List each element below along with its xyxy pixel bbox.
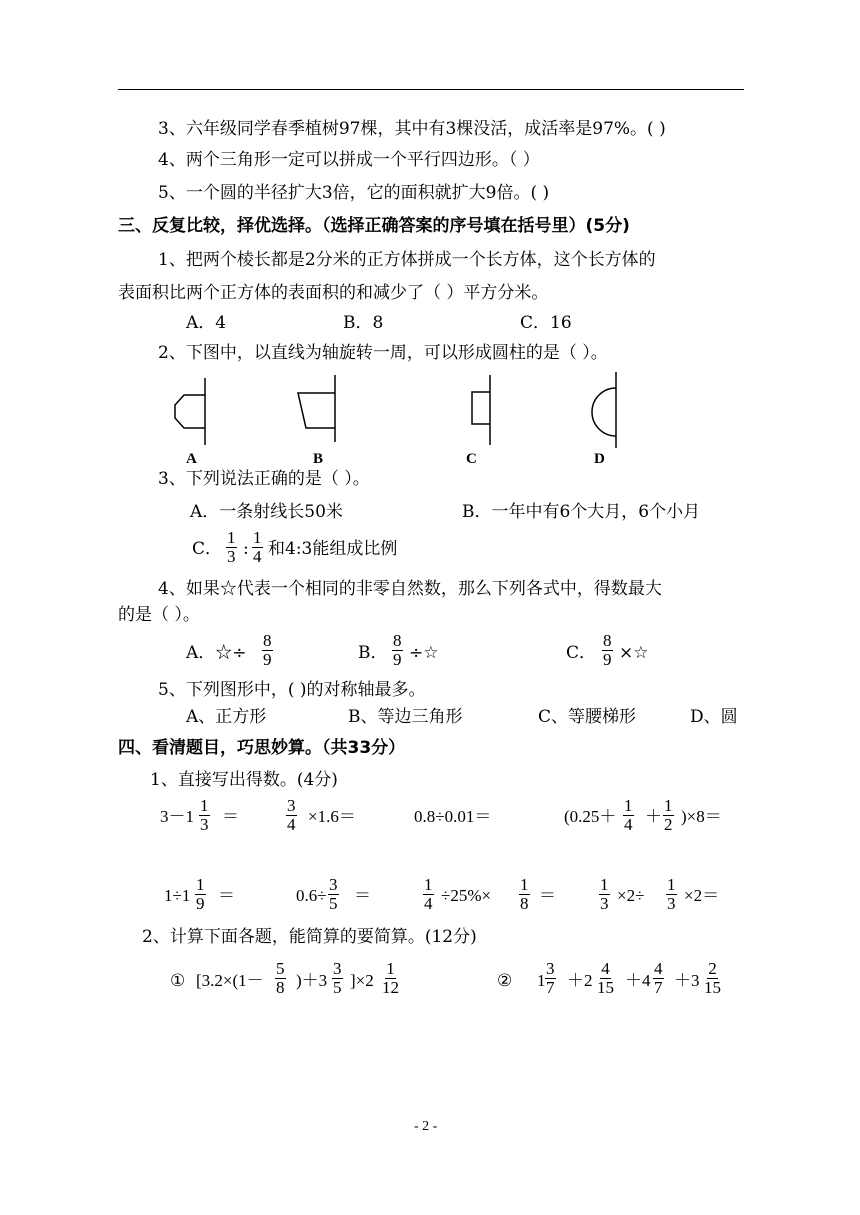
fraction: $\frac{4}{15}$ <box>597 959 614 997</box>
s3-q5-opt-d: D、圆 <box>690 707 738 727</box>
fraction: $\frac{1}{4}$ <box>253 528 262 566</box>
s3-q5-opt-b: B、等边三角形 <box>348 707 463 727</box>
figure-label-b: B <box>313 451 324 467</box>
page-number: - 2 - <box>414 1119 438 1134</box>
s3-q1-line2: 表面积比两个正方体的表面积的和减少了（ ）平方分米。 <box>118 283 549 303</box>
s3-q1-opt-b: B．8 <box>343 313 384 333</box>
expr-text: ＋ <box>645 807 662 826</box>
fraction: $\frac{1}{8}$ <box>520 875 529 913</box>
figure-c <box>472 375 490 445</box>
figure-a <box>175 378 205 445</box>
expr-text: ÷25%× <box>441 886 492 905</box>
calc-number: ② <box>497 971 513 990</box>
expr-text: ＝ <box>222 807 239 826</box>
expr-text: ＋4 <box>625 971 651 990</box>
expr-text: 1 <box>537 971 546 990</box>
expr-text: ×1.6＝ <box>308 807 356 826</box>
figure-b <box>298 375 335 442</box>
s3-q3-opt-c-suffix: 和4:3能组成比例 <box>268 539 398 559</box>
fraction: $\frac{1}{3}$ <box>200 796 209 834</box>
fraction: $\frac{3}{7}$ <box>546 959 555 997</box>
figure-label-a: A <box>186 451 197 467</box>
expr-text: 0.8÷0.01＝ <box>414 807 492 826</box>
s3-q3: 3、下列说法正确的是（ ）。 <box>158 469 370 489</box>
s3-q5: 5、下列图形中，( )的对称轴最多。 <box>158 680 426 700</box>
s3-q4-opt-a: A．☆÷ <box>186 643 247 663</box>
figure-d <box>592 372 616 448</box>
s3-q1-line1: 1、把两个棱长都是2分米的正方体拼成一个长方体，这个长方体的 <box>158 250 656 270</box>
expr-text: ×2＝ <box>684 886 720 905</box>
fraction: $\frac{2}{15}$ <box>704 959 721 997</box>
s3-q4-line1: 4、如果☆代表一个相同的非零自然数，那么下列各式中，得数最大 <box>158 579 662 599</box>
section4-heading: 四、看清题目，巧思妙算。（共33分） <box>118 738 406 758</box>
expr-text: [3.2×(1－ <box>196 971 264 990</box>
judge-q4: 4、两个三角形一定可以拼成一个平行四边形。（ ） <box>158 150 540 170</box>
expr-text: )＋3 <box>296 971 328 990</box>
fraction: $\frac{8}{9}$ <box>603 631 612 669</box>
judge-q3: 3、六年级同学春季植树97棵，其中有3棵没活，成活率是97%。( ) <box>158 119 666 139</box>
fraction: $\frac{1}{4}$ <box>624 796 633 834</box>
fraction: $\frac{8}{9}$ <box>263 631 272 669</box>
fraction: $\frac{3}{5}$ <box>333 959 342 997</box>
s3-q2: 2、下图中，以直线为轴旋转一周，可以形成圆柱的是（ ）。 <box>158 343 608 363</box>
s4-q2: 2、计算下面各题，能简算的要简算。(12分) <box>142 927 477 947</box>
calc-number: ① <box>170 971 186 990</box>
fraction: $\frac{1}{4}$ <box>424 875 433 913</box>
expr-text: ]×2 <box>350 971 374 990</box>
s3-q5-opt-c: C、等腰梯形 <box>538 707 637 727</box>
s3-q5-opt-a: A、正方形 <box>186 707 267 727</box>
figure-label-c: C <box>466 451 477 467</box>
s3-q3-opt-b: B．一年中有6个大月，6个小月 <box>462 502 701 522</box>
s3-q3-opt-c-prefix: C． <box>192 539 223 559</box>
s3-q4-opt-c-suffix: ×☆ <box>619 643 649 663</box>
fraction: $\frac{1}{12}$ <box>382 959 399 997</box>
expr-text: 3－1 <box>160 807 194 826</box>
rotation-figures <box>160 370 640 450</box>
expr-text: 0.6÷ <box>296 886 327 905</box>
s3-q4-opt-c-prefix: C． <box>566 643 597 663</box>
s3-q1-opt-a: A．4 <box>186 313 227 333</box>
judge-q5: 5、一个圆的半径扩大3倍，它的面积就扩大9倍。( ) <box>158 183 550 203</box>
expr-text: )×8＝ <box>681 807 722 826</box>
fraction: $\frac{1}{3}$ <box>227 528 236 566</box>
fraction: $\frac{1}{2}$ <box>664 796 673 834</box>
expr-text: ＋3 <box>674 971 700 990</box>
fraction: $\frac{1}{9}$ <box>196 875 205 913</box>
fraction: $\frac{3}{5}$ <box>329 875 338 913</box>
s4-q1: 1、直接写出得数。(4分) <box>150 770 338 790</box>
s3-q3-opt-a: A．一条射线长50米 <box>190 502 343 522</box>
fraction: $\frac{3}{4}$ <box>287 796 296 834</box>
expr-text: (0.25＋ <box>564 807 617 826</box>
s3-q4-line2: 的是（ ）。 <box>118 605 200 625</box>
expr-text: ×2÷ <box>617 886 645 905</box>
fraction: $\frac{5}{8}$ <box>276 959 285 997</box>
ratio-colon: : <box>243 539 249 559</box>
fraction: $\frac{4}{7}$ <box>654 959 663 997</box>
fraction: $\frac{8}{9}$ <box>393 631 402 669</box>
s3-q4-opt-b-suffix: ÷☆ <box>409 643 439 663</box>
expr-text: ＝ <box>539 886 556 905</box>
header-rule <box>118 89 744 90</box>
fraction: $\frac{1}{3}$ <box>600 875 609 913</box>
expr-text: ＝ <box>218 886 235 905</box>
expr-text: ＝ <box>354 886 371 905</box>
fraction: $\frac{1}{3}$ <box>667 875 676 913</box>
expr-text: 1÷1 <box>164 886 191 905</box>
expr-text: ＋2 <box>567 971 593 990</box>
figure-label-d: D <box>594 451 605 467</box>
s3-q1-opt-c: C．16 <box>520 313 572 333</box>
section3-heading: 三、反复比较，择优选择。（选择正确答案的序号填在括号里）(5分) <box>118 216 630 236</box>
s3-q4-opt-b-prefix: B． <box>358 643 388 663</box>
